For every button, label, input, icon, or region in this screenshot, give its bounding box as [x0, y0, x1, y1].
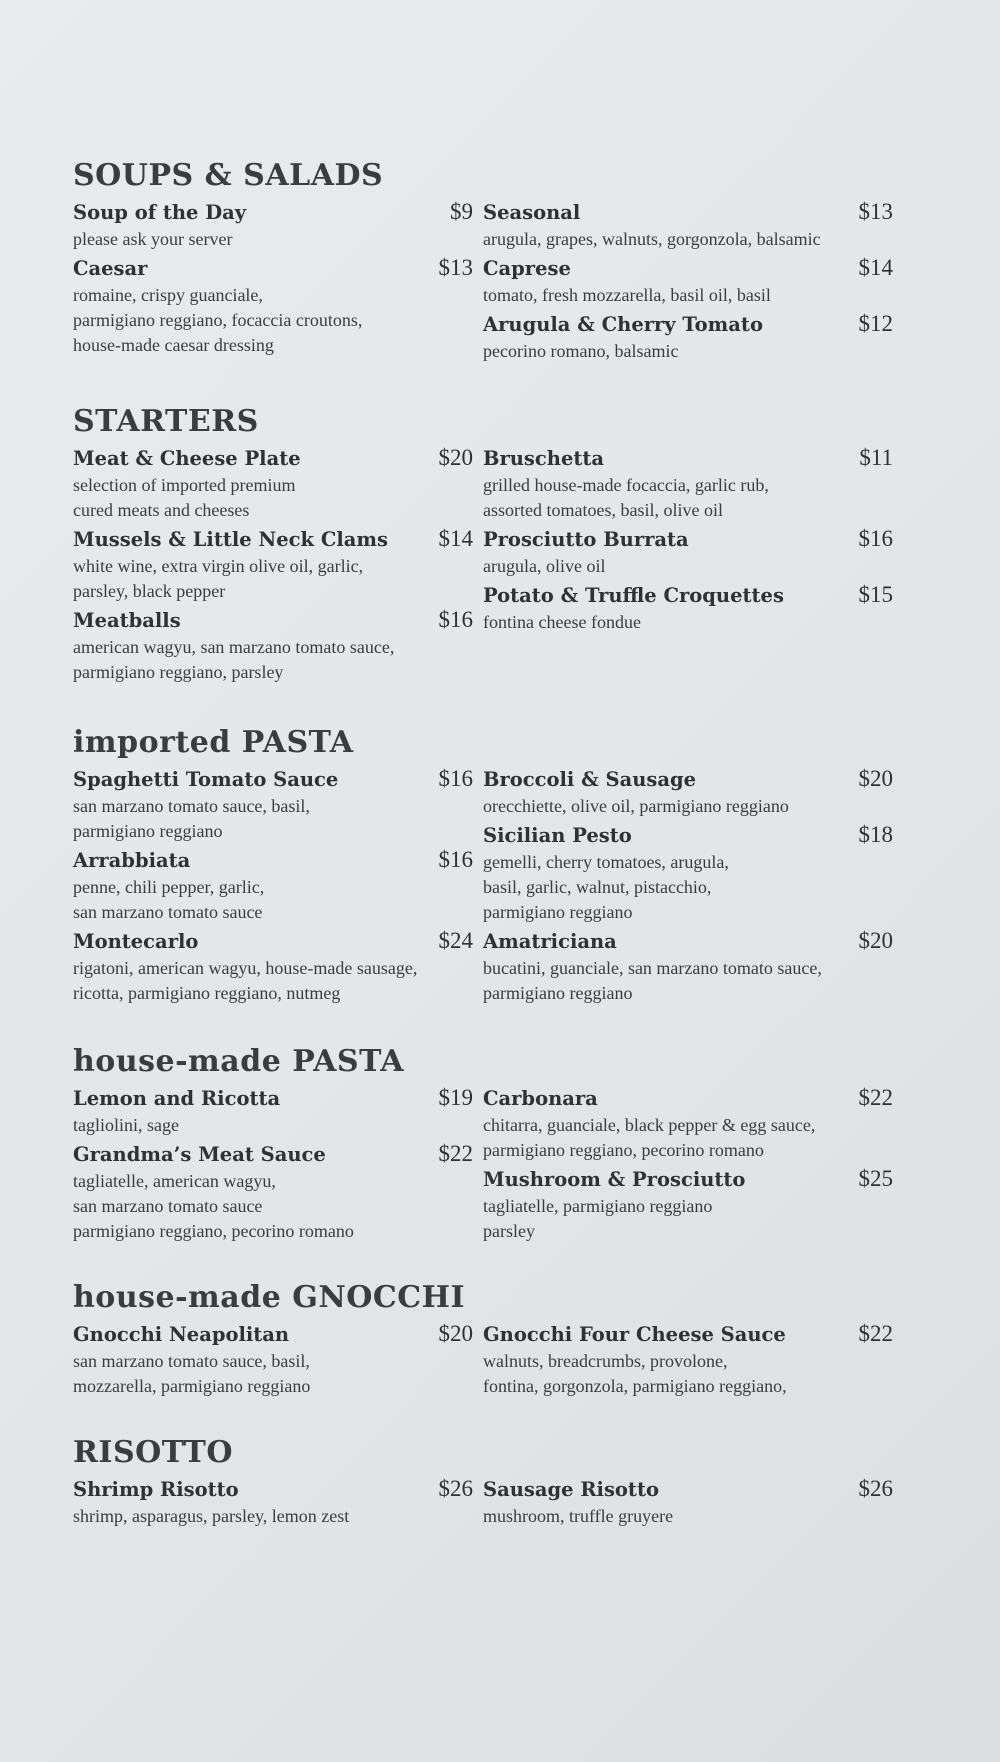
menu-item [73, 254, 473, 358]
menu-item [73, 525, 473, 604]
right-column [483, 198, 893, 366]
right-column [483, 1320, 893, 1401]
item-description: orecchiette, olive oil, parmigiano reggiano [483, 796, 789, 816]
item-description: arugula, olive oil [483, 556, 606, 576]
item-name: Spaghetti Tomato Sauce [73, 768, 339, 791]
menu-item [483, 444, 893, 523]
item-price: $13 [438, 255, 473, 280]
item-description: penne, chili pepper, garlic, san marzano tomato sauce [73, 877, 265, 922]
item-price: $16 [858, 526, 893, 551]
item-name: Lemon and Ricotta [73, 1087, 281, 1110]
item-name: Mushroom & Prosciutto [483, 1168, 746, 1191]
section-title: house-made PASTA [73, 1044, 405, 1079]
menu-item [483, 1084, 893, 1163]
section-starters [73, 404, 893, 687]
item-name: Shrimp Risotto [73, 1478, 239, 1501]
item-name: Sicilian Pesto [483, 824, 632, 847]
item-name: Seasonal [483, 201, 581, 224]
right-column [483, 1084, 893, 1246]
item-price: $25 [858, 1166, 893, 1191]
menu-item [483, 821, 893, 925]
item-description: selection of imported premium cured meats and cheeses [73, 475, 296, 520]
item-name: Gnocchi Neapolitan [73, 1323, 290, 1346]
item-description: walnuts, breadcrumbs, provolone, fontina, gorgonzola, parmigiano reggiano, [483, 1351, 787, 1396]
section-title: imported PASTA [73, 725, 354, 760]
item-price: $20 [438, 1321, 473, 1346]
menu-item [483, 581, 893, 635]
section-risotto [73, 1435, 893, 1531]
item-price: $16 [438, 847, 473, 872]
item-description: white wine, extra virgin olive oil, garlic, parsley, black pepper [73, 556, 364, 601]
item-description: shrimp, asparagus, parsley, lemon zest [73, 1506, 350, 1526]
menu-item [483, 1320, 893, 1399]
item-description: please ask your server [73, 229, 233, 249]
menu-item [483, 525, 893, 579]
menu-item [483, 310, 893, 364]
menu-item [73, 1140, 473, 1244]
right-column [483, 765, 893, 1008]
item-description: arugula, grapes, walnuts, gorgonzola, balsamic [483, 229, 821, 249]
left-column [73, 1320, 473, 1401]
left-column [73, 1084, 473, 1246]
item-name: Montecarlo [73, 930, 199, 953]
item-name: Meat & Cheese Plate [73, 447, 301, 470]
section-title: house-made GNOCCHI [73, 1280, 466, 1315]
item-description: mushroom, truffle gruyere [483, 1506, 674, 1526]
item-price: $19 [438, 1085, 473, 1110]
item-name: Prosciutto Burrata [483, 528, 689, 551]
menu-item [73, 444, 473, 523]
menu-item [73, 1084, 473, 1138]
item-description: romaine, crispy guanciale, parmigiano reggiano, focaccia croutons, house-made caesar dressing [73, 285, 363, 355]
section-house-made-pasta [73, 1044, 893, 1246]
item-price: $14 [858, 255, 893, 280]
item-description: gemelli, cherry tomatoes, arugula, basil, garlic, walnut, pistacchio, parmigiano reggiano [483, 852, 729, 922]
item-price: $15 [858, 582, 893, 607]
section-house-made-gnocchi [73, 1280, 893, 1401]
item-description: tagliatelle, american wagyu, san marzano tomato sauce parmigiano reggiano, pecorino romano [73, 1171, 354, 1241]
menu-item [73, 846, 473, 925]
item-price: $26 [438, 1476, 473, 1501]
left-column [73, 765, 473, 1008]
right-column [483, 444, 893, 687]
item-name: Grandma’s Meat Sauce [73, 1143, 326, 1166]
item-price: $9 [450, 199, 473, 224]
section-title: STARTERS [73, 404, 259, 439]
menu-item [73, 927, 473, 1006]
item-name: Carbonara [483, 1087, 598, 1110]
section-title: SOUPS & SALADS [73, 158, 384, 193]
item-description: chitarra, guanciale, black pepper & egg sauce, parmigiano reggiano, pecorino romano [483, 1115, 816, 1160]
item-description: fontina cheese fondue [483, 612, 641, 632]
item-price: $13 [858, 199, 893, 224]
item-description: san marzano tomato sauce, basil, parmigiano reggiano [73, 796, 310, 841]
menu-item [483, 254, 893, 308]
item-name: Caesar [73, 257, 148, 280]
item-name: Caprese [483, 257, 571, 280]
item-name: Arugula & Cherry Tomato [483, 313, 763, 336]
section-title: RISOTTO [73, 1435, 233, 1470]
item-name: Sausage Risotto [483, 1478, 659, 1501]
item-name: Soup of the Day [73, 201, 247, 224]
item-name: Mussels & Little Neck Clams [73, 528, 389, 551]
item-description: bucatini, guanciale, san marzano tomato sauce, parmigiano reggiano [483, 958, 822, 1003]
item-price: $16 [438, 607, 473, 632]
item-description: american wagyu, san marzano tomato sauce, parmigiano reggiano, parsley [73, 637, 395, 682]
item-price: $22 [858, 1085, 893, 1110]
item-price: $16 [438, 766, 473, 791]
left-column [73, 444, 473, 687]
item-price: $24 [438, 928, 473, 953]
menu-item [73, 1320, 473, 1399]
item-name: Gnocchi Four Cheese Sauce [483, 1323, 786, 1346]
section-soups-salads [73, 158, 893, 366]
item-price: $20 [858, 928, 893, 953]
menu-item [73, 765, 473, 844]
item-price: $20 [858, 766, 893, 791]
menu-item [73, 1475, 473, 1529]
item-price: $12 [858, 311, 893, 336]
item-name: Potato & Truffle Croquettes [483, 584, 784, 607]
menu-item [483, 927, 893, 1006]
left-column [73, 1475, 473, 1531]
item-description: tagliatelle, parmigiano reggiano parsley [483, 1196, 713, 1241]
item-name: Arrabbiata [73, 849, 191, 872]
item-description: rigatoni, american wagyu, house-made sausage, ricotta, parmigiano reggiano, nutmeg [73, 958, 418, 1003]
menu-item [483, 1165, 893, 1244]
item-description: grilled house-made focaccia, garlic rub, assorted tomatoes, basil, olive oil [483, 475, 769, 520]
item-name: Bruschetta [483, 447, 605, 470]
item-name: Broccoli & Sausage [483, 768, 697, 791]
item-price: $20 [438, 445, 473, 470]
menu-item [483, 1475, 893, 1529]
item-price: $18 [858, 822, 893, 847]
right-column [483, 1475, 893, 1531]
left-column [73, 198, 473, 366]
item-price: $14 [438, 526, 473, 551]
menu-item [483, 765, 893, 819]
item-description: san marzano tomato sauce, basil, mozzarella, parmigiano reggiano [73, 1351, 311, 1396]
item-description: tomato, fresh mozzarella, basil oil, basil [483, 285, 771, 305]
item-price: $11 [859, 445, 893, 470]
item-price: $22 [858, 1321, 893, 1346]
menu-item [73, 198, 473, 252]
item-description: tagliolini, sage [73, 1115, 179, 1135]
item-name: Meatballs [73, 609, 181, 632]
menu-item [483, 198, 893, 252]
item-description: pecorino romano, balsamic [483, 341, 679, 361]
item-price: $22 [438, 1141, 473, 1166]
item-price: $26 [858, 1476, 893, 1501]
section-imported-pasta [73, 725, 893, 1008]
item-name: Amatriciana [483, 930, 617, 953]
menu-item [73, 606, 473, 685]
